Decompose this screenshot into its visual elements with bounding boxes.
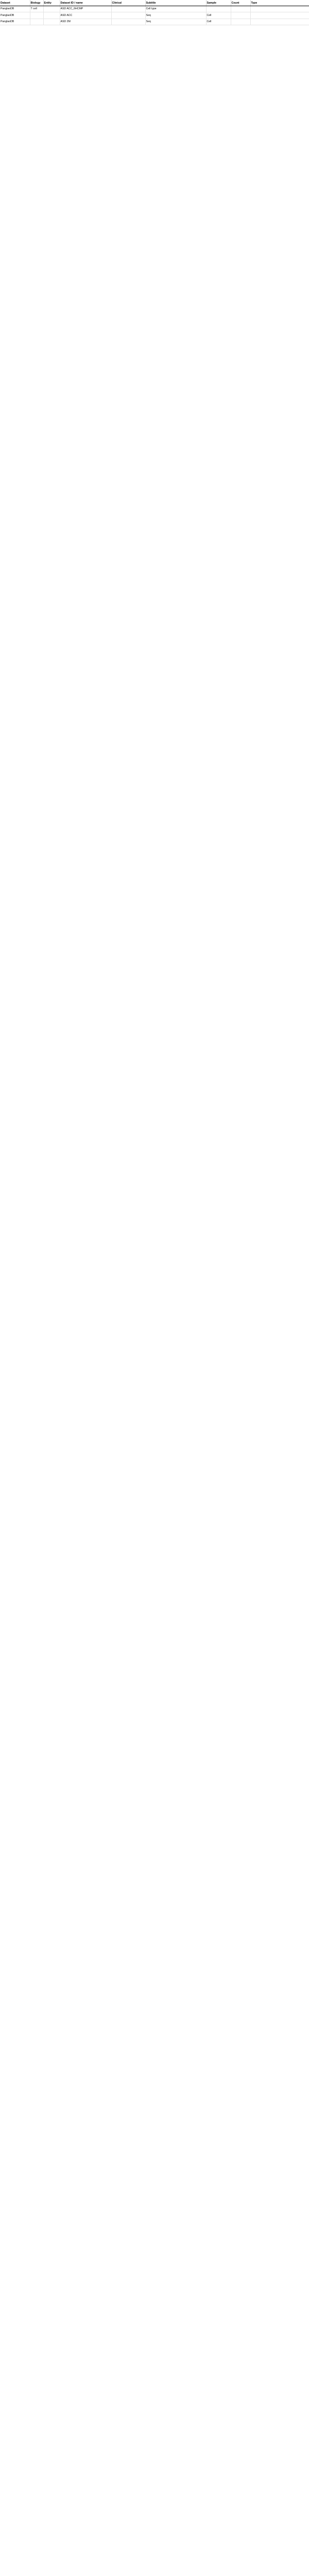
table-cell[interactable]: Cell (206, 12, 231, 19)
column-header[interactable]: Clinical (111, 0, 145, 6)
column-header[interactable]: Subtitle (145, 0, 206, 6)
table-cell[interactable]: PanglaoDB (0, 6, 30, 12)
table-cell[interactable]: ASD ACC (60, 12, 111, 19)
table-cell[interactable] (250, 12, 309, 19)
column-header[interactable]: Dataset (0, 0, 30, 6)
table-cell[interactable]: PanglaoDB (0, 12, 30, 19)
table-cell[interactable] (111, 19, 145, 25)
table-cell[interactable] (206, 6, 231, 12)
table-body (0, 6, 309, 25)
table-cell[interactable]: Cell (206, 19, 231, 25)
spreadsheet-table (0, 0, 309, 25)
column-header[interactable]: Biology (30, 0, 43, 6)
table-cell[interactable] (250, 6, 309, 12)
table-cell[interactable] (43, 6, 60, 12)
table-cell[interactable] (231, 6, 250, 12)
table-cell[interactable] (111, 12, 145, 19)
table-cell[interactable]: ASD 2M (60, 19, 111, 25)
table-cell[interactable] (30, 12, 43, 19)
table-row[interactable] (0, 6, 309, 12)
column-header[interactable]: Dataset ID / name (60, 0, 111, 6)
table-cell[interactable]: ASD ACC_6HCMP (60, 6, 111, 12)
table-cell[interactable]: Seq (145, 12, 206, 19)
table-cell[interactable] (43, 12, 60, 19)
table-cell[interactable] (231, 12, 250, 19)
table-cell[interactable] (250, 19, 309, 25)
table-cell[interactable] (30, 19, 43, 25)
header-row (0, 0, 309, 6)
column-header[interactable]: Sample (206, 0, 231, 6)
table-cell[interactable]: Seq (145, 19, 206, 25)
table-cell[interactable]: PanglaoDB (0, 19, 30, 25)
table-cell[interactable]: T cell (30, 6, 43, 12)
table-cell[interactable] (231, 19, 250, 25)
column-header[interactable]: Type (250, 0, 309, 6)
column-header[interactable]: Count (231, 0, 250, 6)
table-row[interactable] (0, 19, 309, 25)
column-header[interactable]: Entity (43, 0, 60, 6)
table-row[interactable] (0, 12, 309, 19)
table-cell[interactable] (111, 6, 145, 12)
table-cell[interactable] (43, 19, 60, 25)
table-cell[interactable]: Cell type (145, 6, 206, 12)
